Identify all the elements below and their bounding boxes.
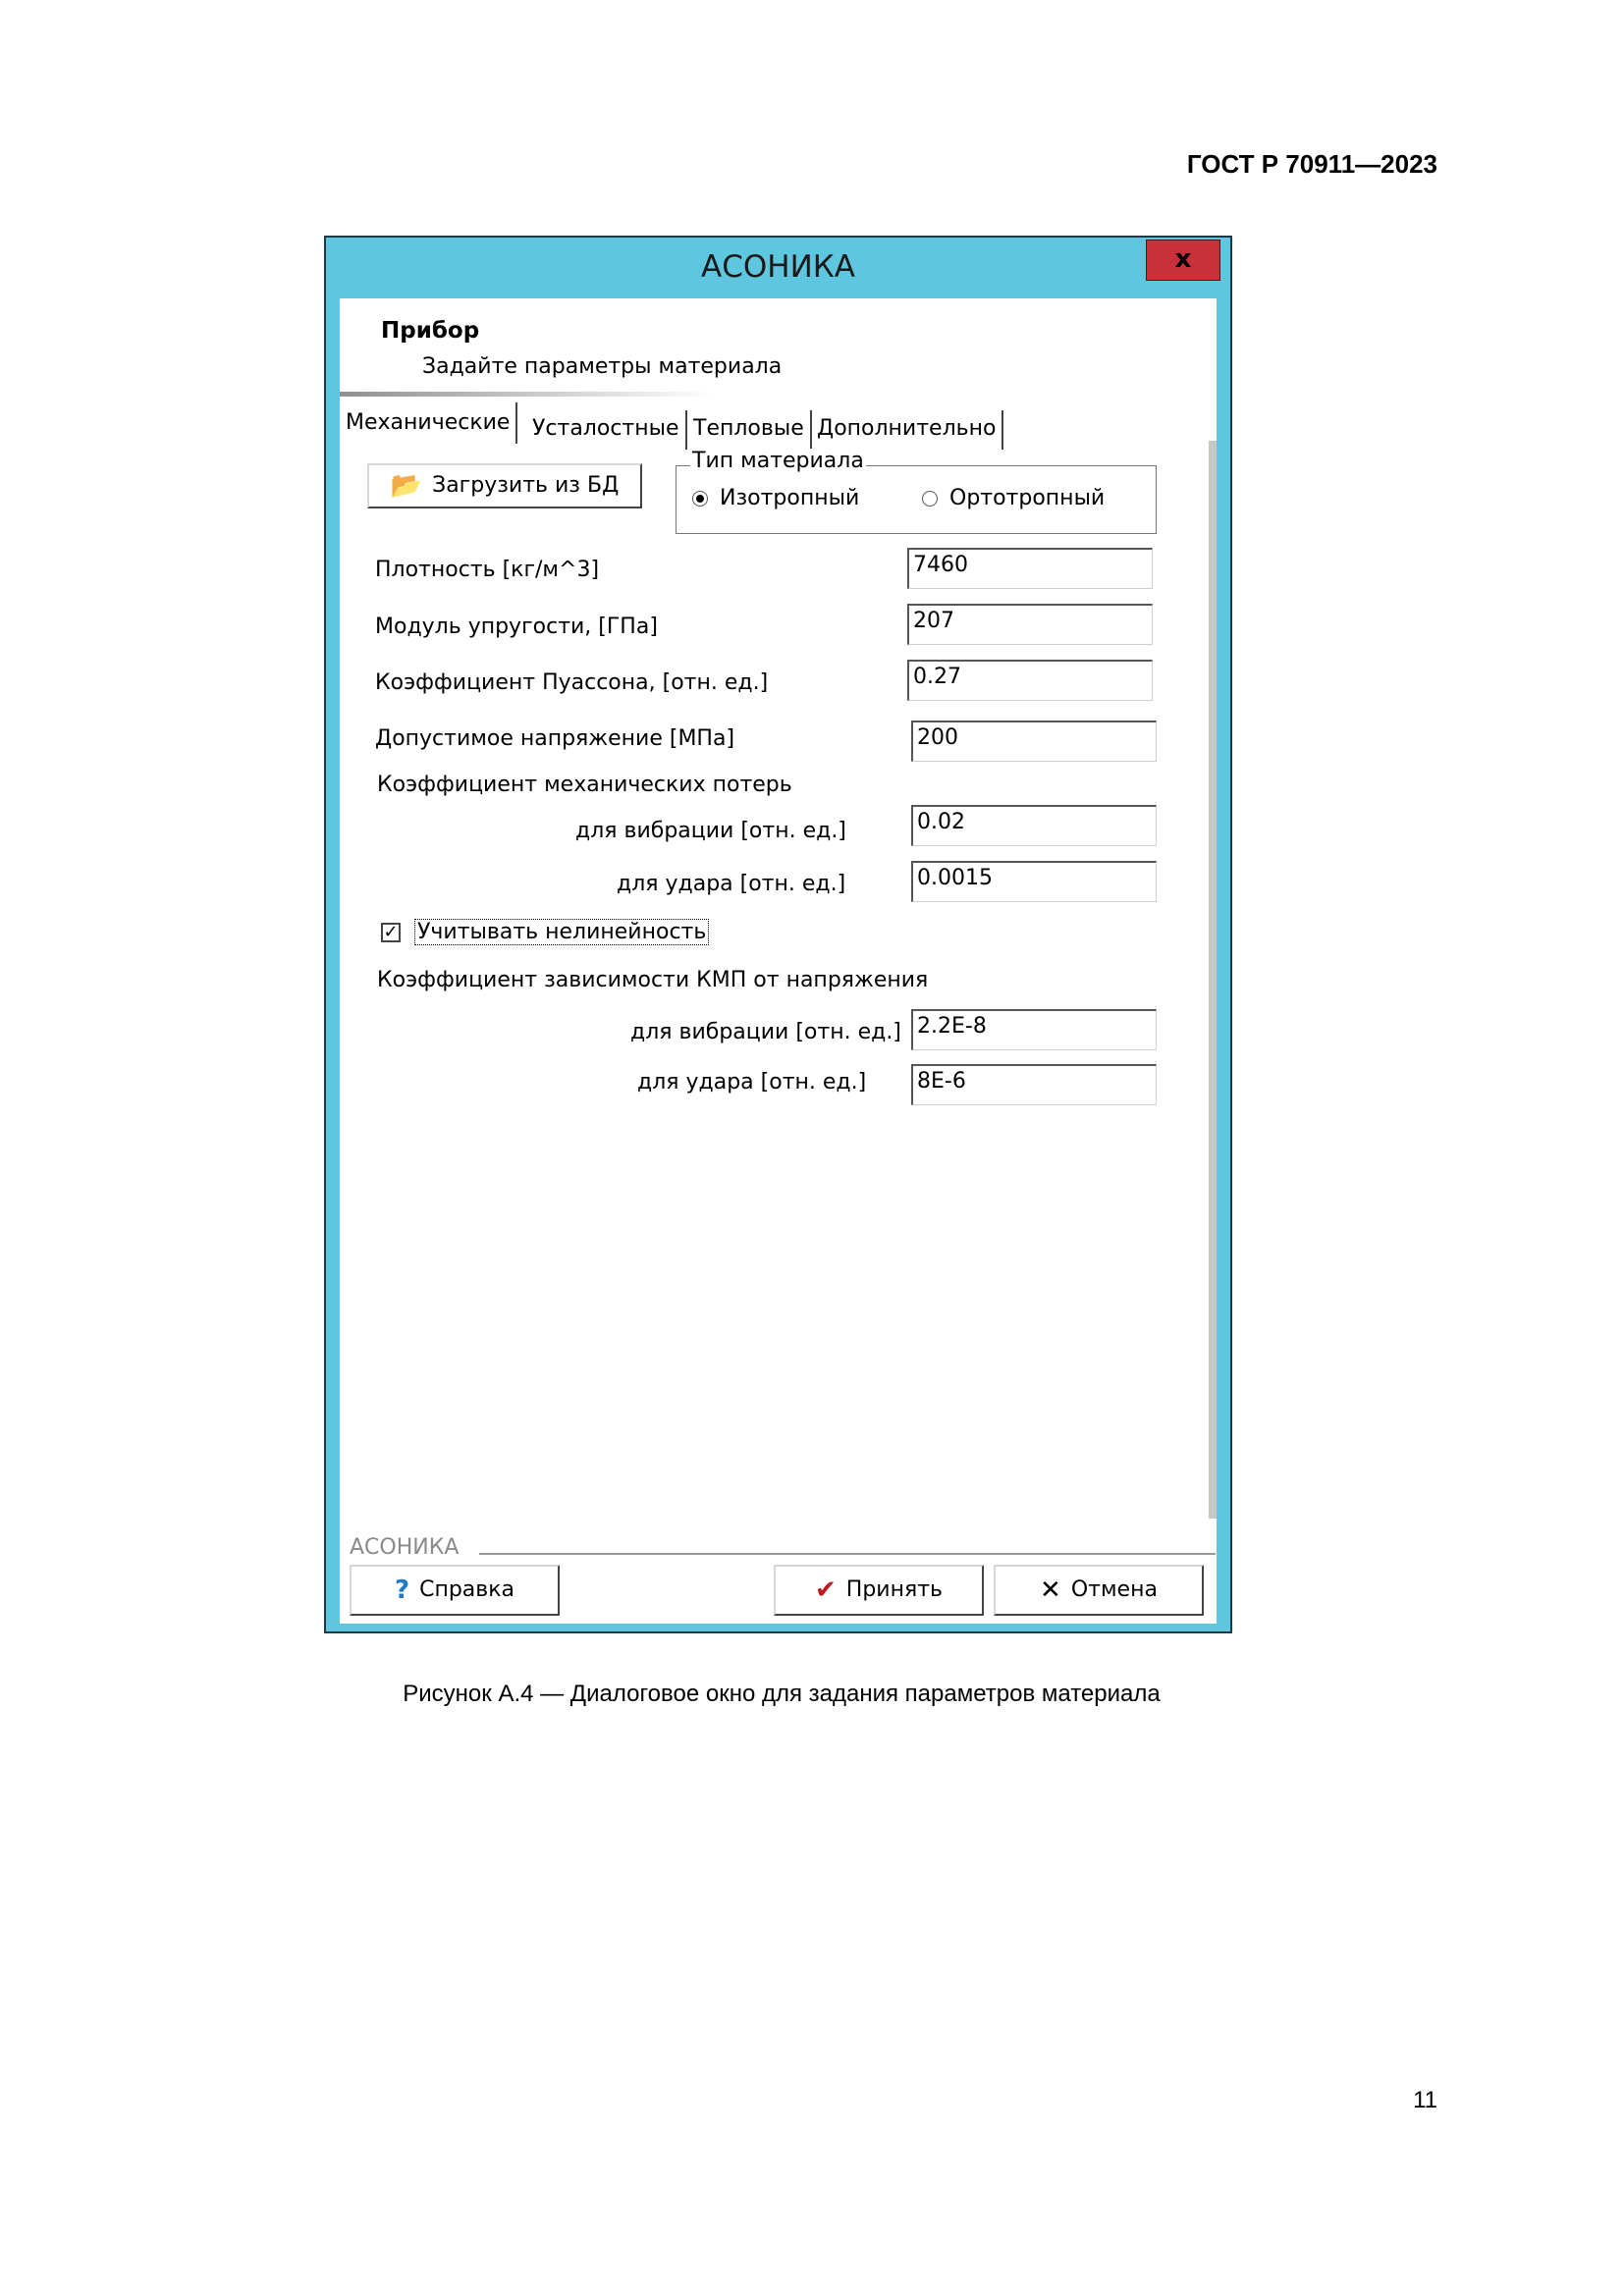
- header-divider: [340, 392, 713, 397]
- document-header: ГОСТ Р 70911—2023: [1186, 149, 1437, 179]
- material-type-legend: Тип материала: [692, 449, 864, 473]
- stress-label: Допустимое напряжение [МПа]: [375, 726, 735, 751]
- scrollbar[interactable]: [1209, 441, 1217, 1519]
- close-button[interactable]: x: [1146, 240, 1220, 281]
- radio-orthotropic-dot: [922, 491, 938, 507]
- poisson-input[interactable]: 0.27: [907, 660, 1153, 701]
- loss-shock-label: для удара [отн. ед.]: [617, 872, 846, 896]
- load-from-db-button[interactable]: [367, 463, 642, 508]
- accept-button-label: Принять: [845, 1577, 943, 1602]
- nonlinearity-checkbox[interactable]: ✓: [381, 923, 401, 942]
- material-type-group: [676, 449, 1157, 534]
- help-icon: ?: [394, 1575, 410, 1605]
- footer-divider: [479, 1553, 1216, 1555]
- page-number: 11: [1413, 2087, 1437, 2113]
- kmp-vibration-input[interactable]: 2.2E-8: [911, 1009, 1157, 1050]
- load-from-db-label: Загрузить из БД: [432, 473, 620, 498]
- radio-isotropic-label: Изотропный: [720, 486, 860, 510]
- title-bar[interactable]: [326, 238, 1230, 298]
- tab-thermal[interactable]: Тепловые: [687, 410, 812, 450]
- modulus-label: Модуль упругости, [ГПа]: [375, 614, 658, 639]
- accept-button[interactable]: [774, 1565, 984, 1616]
- tab-mechanical[interactable]: Механические: [340, 402, 517, 444]
- modulus-input[interactable]: 207: [907, 604, 1153, 645]
- dialog-header-subtitle: Задайте параметры материала: [422, 354, 783, 379]
- radio-orthotropic[interactable]: [922, 486, 1105, 510]
- checkmark-icon: ✔: [814, 1575, 837, 1605]
- tab-fatigue[interactable]: Усталостные: [526, 410, 687, 450]
- figure-caption: Рисунок А.4 — Диалоговое окно для задания параметров материала: [403, 1681, 1161, 1707]
- loss-vibration-input[interactable]: 0.02: [911, 805, 1157, 846]
- radio-isotropic[interactable]: [692, 486, 859, 510]
- loss-title: Коэффициент механических потерь: [377, 773, 792, 797]
- dialog-client-area: [340, 298, 1217, 1624]
- help-button[interactable]: [350, 1565, 560, 1616]
- kmp-vibration-label: для вибрации [отн. ед.]: [630, 1020, 901, 1044]
- radio-isotropic-dot: [692, 491, 708, 507]
- cancel-button-label: Отмена: [1070, 1577, 1158, 1602]
- density-label: Плотность [кг/м^3]: [375, 558, 600, 582]
- folder-open-icon: 📂: [390, 471, 423, 501]
- tab-additional[interactable]: Дополнительно: [811, 410, 1003, 450]
- cancel-button[interactable]: [994, 1565, 1204, 1616]
- dialog-header-title: Прибор: [381, 318, 480, 344]
- stress-input[interactable]: 200: [911, 721, 1157, 762]
- kmp-shock-label: для удара [отн. ед.]: [637, 1070, 867, 1095]
- nonlinearity-label[interactable]: Учитывать нелинейность: [414, 919, 709, 945]
- footer-brand-label: АСОНИКА: [350, 1535, 460, 1560]
- help-button-label: Справка: [419, 1577, 515, 1602]
- kmp-shock-input[interactable]: 8E-6: [911, 1064, 1157, 1105]
- loss-vibration-label: для вибрации [отн. ед.]: [575, 819, 846, 843]
- poisson-label: Коэффициент Пуассона, [отн. ед.]: [375, 670, 769, 695]
- cancel-icon: ✕: [1040, 1575, 1061, 1605]
- loss-shock-input[interactable]: 0.0015: [911, 861, 1157, 902]
- density-input[interactable]: 7460: [907, 548, 1153, 589]
- window-title: АСОНИКА: [701, 249, 855, 285]
- kmp-title: Коэффициент зависимости КМП от напряжения: [377, 968, 929, 992]
- radio-orthotropic-label: Ортотропный: [949, 486, 1106, 510]
- dialog-window: [324, 236, 1232, 1633]
- tab-bar: [340, 404, 1217, 450]
